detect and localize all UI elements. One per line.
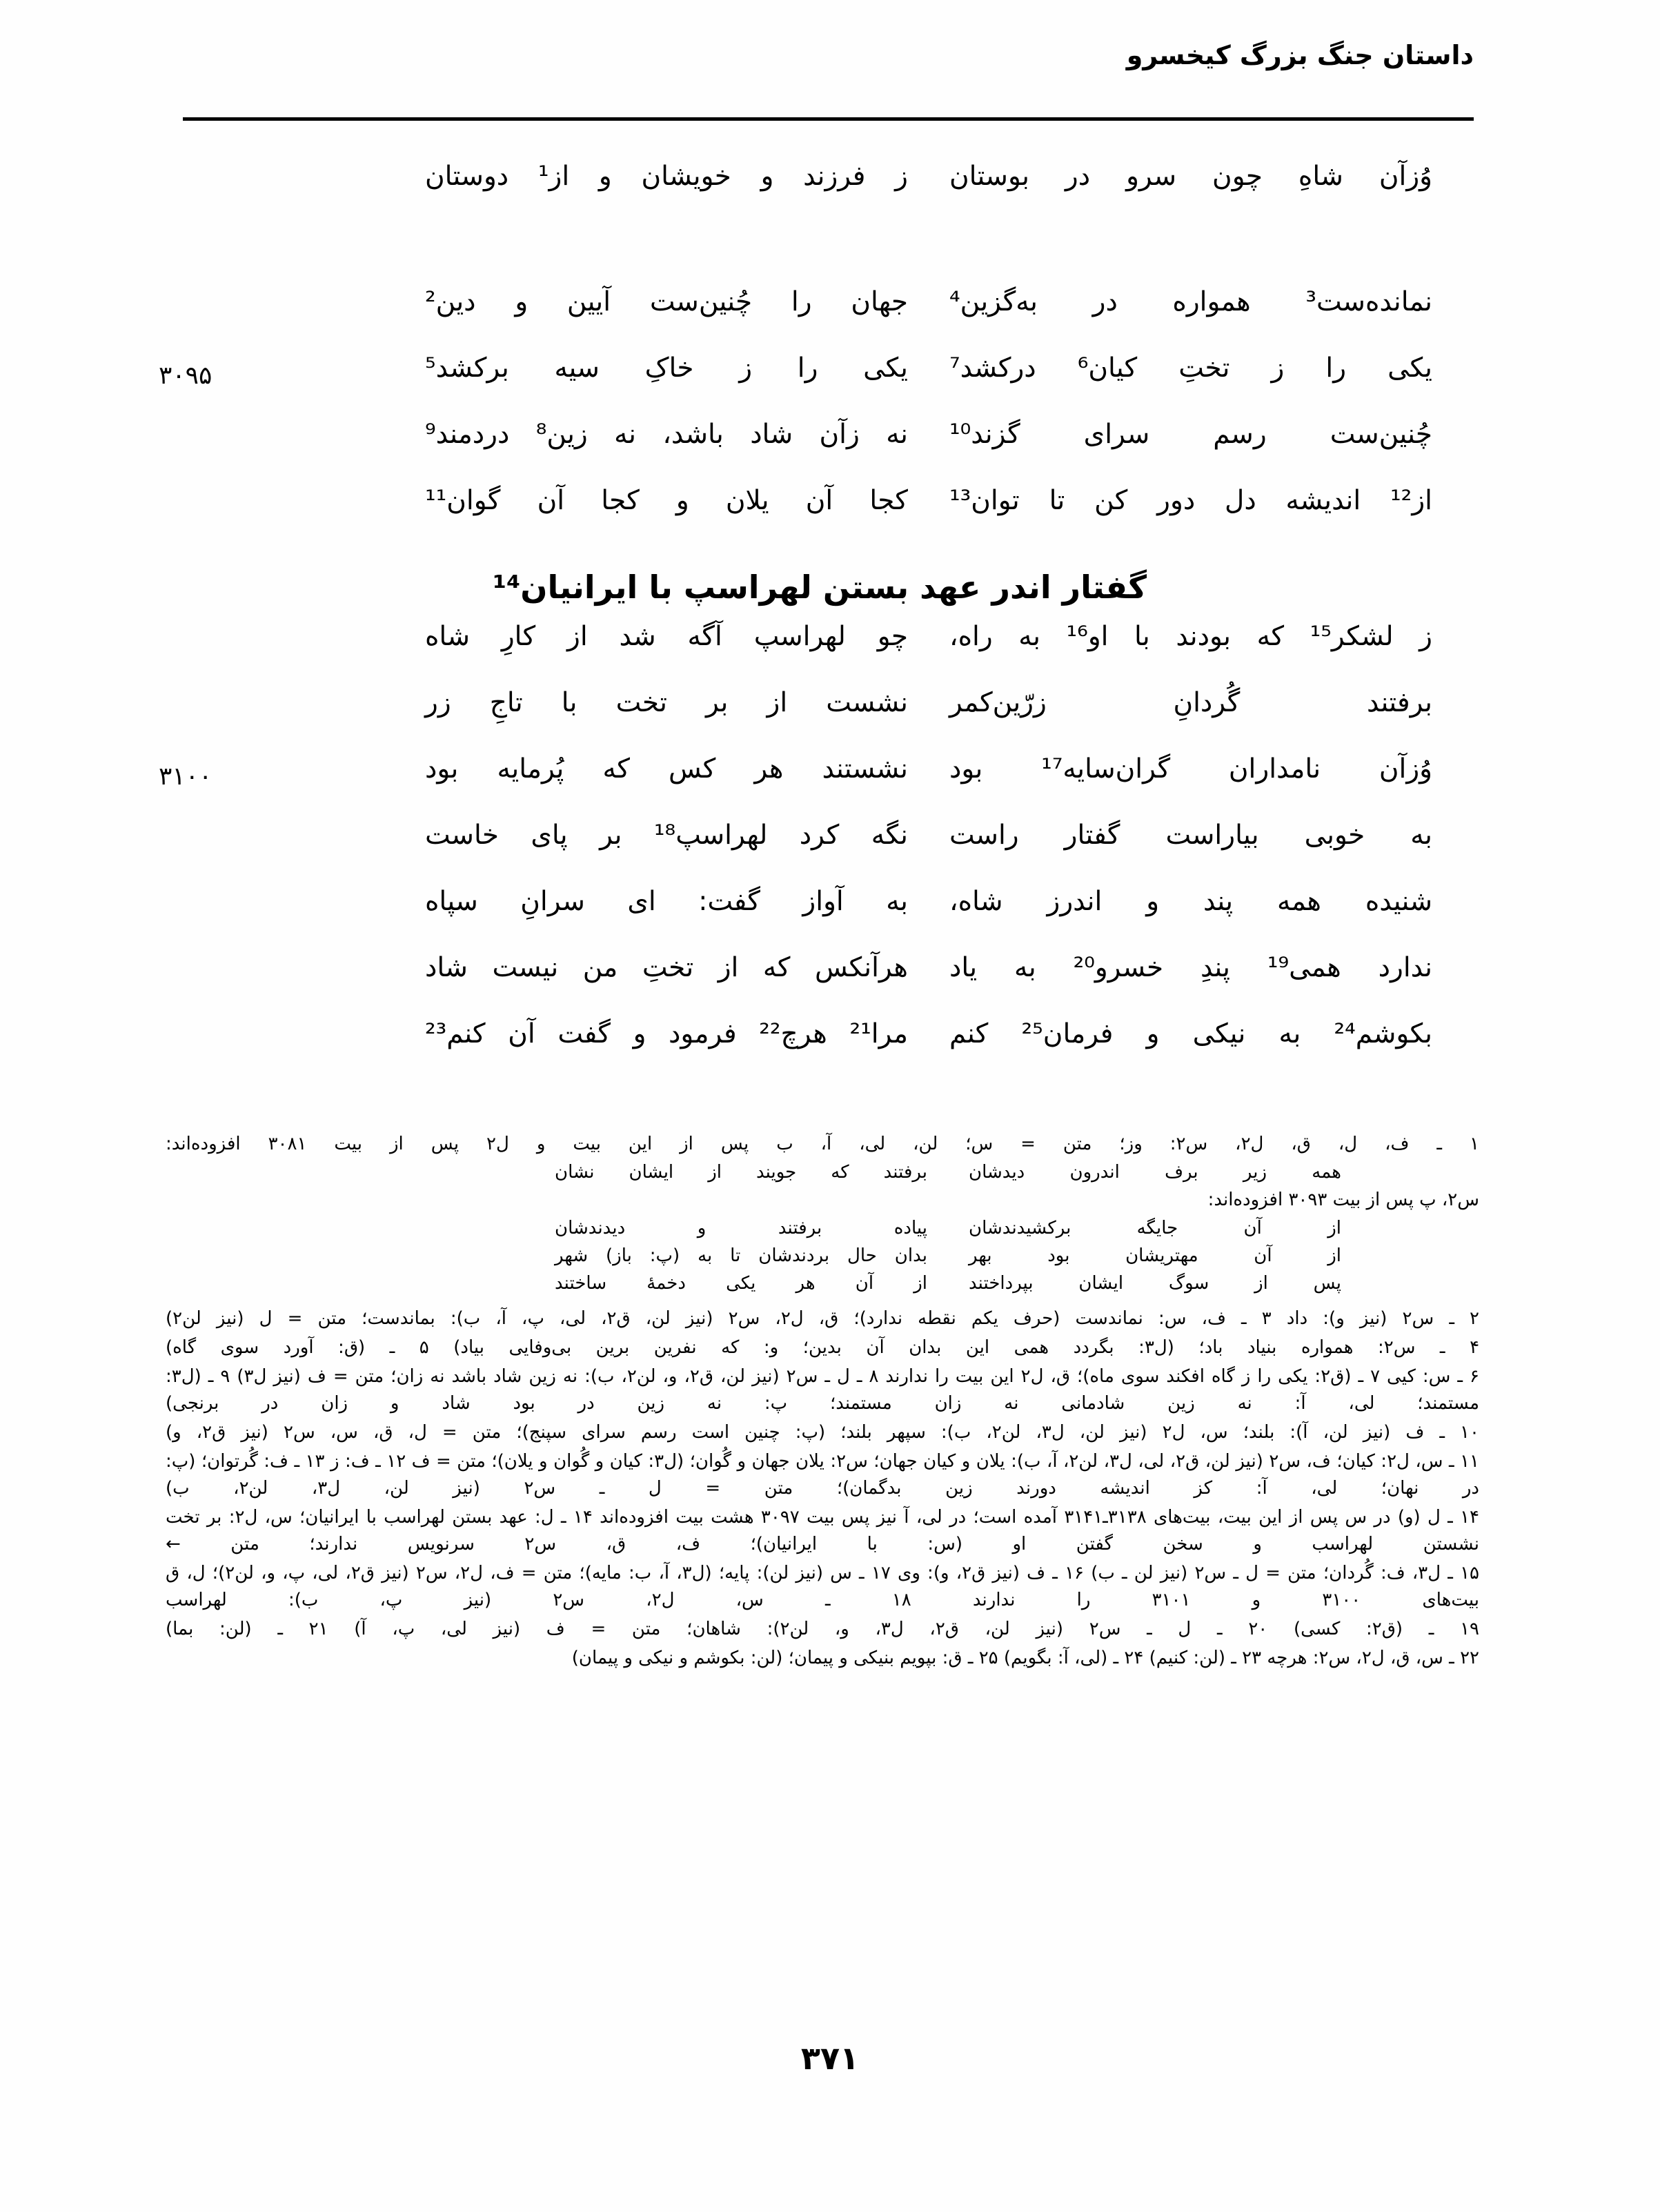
hemistich-b: وُزآن شاهِ چون سرو در بوستان	[949, 161, 1432, 192]
apparatus-note-1	[166, 1132, 1479, 1296]
verse-number: ۳۱۰۰	[159, 762, 213, 791]
apparatus-variant-notes	[166, 1305, 1479, 1672]
hemistich-a: ز فرزند و خویشان و از¹ دوستان	[425, 161, 908, 192]
couplet	[166, 286, 1474, 352]
hemistich-a: یکی را ز خاکِ سیه برکشد⁵	[425, 353, 908, 384]
couplet	[166, 885, 1474, 951]
apparatus-verse	[166, 1216, 1479, 1241]
verse-number: ۳۰۹۵	[159, 362, 213, 390]
apparatus-note: ۲۲ ـ س، ق، ل٢، س٢: هرچه ۲۳ ـ (لن: کنیم) ۲۴ ـ (لی، آ: بگویم) ۲۵ ـ ق: بپویم بنیکی و پیمان؛ (لن: بکوشم و نیکی و پیمان)	[571, 1648, 1479, 1669]
apparatus-verse	[166, 1243, 1479, 1269]
critical-apparatus	[166, 1132, 1479, 1674]
hemistich-b: شنیده همه پند و اندرز شاه،	[949, 886, 1432, 918]
apparatus-note: ۲ ـ س٢ (نیز و): داد ۳ ـ ف، س: نماندست (حرف یکم نقطه ندارد)؛ ق، ل٢، س٢ (نیز لن، ق٢، لی، پ، آ، ب): بماندست؛ متن = ل (نیز لن٢)	[166, 1308, 1479, 1330]
hemistich-a: جهان را چُنین‌ست آیین و دین²	[425, 286, 908, 317]
couplet	[166, 418, 1474, 484]
hemistich-a: کجا آن یلان و کجا آن گوان¹¹	[425, 485, 908, 516]
apparatus-hemistich-a: از آن هر یکی دخمهٔ ساختند	[555, 1272, 927, 1294]
couplet	[166, 1018, 1474, 1084]
spacer	[166, 226, 1474, 286]
apparatus-hemistich-a: بدان حال بردندشان تا به (پ: باز) شهر	[555, 1245, 927, 1266]
hemistich-a: نگه کرد لهراسپ¹⁸ بر پای خاست	[425, 820, 908, 851]
verse-block-3	[159, 620, 1474, 1084]
hemistich-a: مرا²¹ هرچ²² فرمود و گفت آن کنم²³	[425, 1018, 908, 1050]
hemistich-a: چو لهراسپ آگه شد از کارِ شاه	[425, 621, 908, 653]
hemistich-a: به آواز گفت: ای سرانِ سپاه	[425, 886, 908, 918]
hemistich-a: نه زآن شاد باشد، نه زین⁸ دردمند⁹	[425, 419, 908, 450]
hemistich-b: ز لشکر¹⁵ که بودند با او¹⁶ به راه،	[949, 621, 1432, 653]
apparatus-verse	[166, 1271, 1479, 1296]
hemistich-b: وُزآن نامداران گران‌سایه¹⁷ بود	[949, 753, 1432, 785]
hemistich-b: برفتند گُردانِ زرّین‌کمر	[949, 687, 1432, 719]
couplet	[166, 819, 1474, 885]
hemistich-b: بکوشم²⁴ به نیکی و فرمان²⁵ کنم	[949, 1018, 1432, 1050]
hemistich-b: چُنین‌ست رسم سرای گزند¹⁰	[949, 419, 1432, 450]
page-number: ۳۷۱	[800, 2040, 860, 2077]
couplet	[166, 620, 1474, 687]
apparatus-hemistich-b: از آن جایگه برکشیدندشان	[969, 1217, 1341, 1238]
hemistich-a: هرآنکس که از تختِ من نیست شاد	[425, 952, 908, 984]
hemistich-a: نشستند هر کس که پُرمایه بود	[425, 753, 908, 785]
apparatus-note: ۴ ـ س٢: همواره بنیاد باد؛ (ل٣: بگردد همی این بدان آن بدین؛ و: که نفرین برین بی‌وفایی بیاد) ۵ ـ (ق: آورد سوی گاه)	[166, 1337, 1480, 1359]
hemistich-a: نشست از بر تخت با تاجِ زر	[425, 687, 908, 719]
apparatus-hemistich-b: همه زیر برف اندرون دیدشان	[969, 1161, 1341, 1183]
apparatus-note: ۱۵ ـ ل٣، ف: گُردان؛ متن = ل ـ س٢ (نیز لن ـ ب) ۱۶ ـ ف (نیز ق٢، و): وی ۱۷ ـ س (نیز لن): پایه؛ (ل٣، آ، ب: مایه)؛ متن = ف، ل٢، س٢ (نیز ق٢، لی، پ، و، لن٢)؛ ل، ق بیت‌های ۳۱۰۰ و ۳۱۰۱ را ندارند ۱۸ ـ س، ل٢، س٢ (نیز پ، ب): لهراسب	[166, 1563, 1480, 1611]
couplet	[166, 687, 1474, 753]
apparatus-note: ۱۴ ـ ل (و) در س پس از این بیت، بیت‌های ۳۱۳۸ـ۳۱۴۱ آمده است؛ در لی، آ نیز پس بیت ۳۰۹۷ هشت بیت افزوده‌اند ۱۴ ـ ل: عهد بستن لهراسب با ایرانیان؛ س، ل٢: بر تخت نشستن لهراسب و سخن گفتن او (س: با ایرانیان)؛ ف، ق، س٢ سرنویس ندارند؛ متن ←	[166, 1507, 1479, 1555]
hemistich-b: به خوبی بیاراست گفتار راست	[949, 820, 1432, 851]
apparatus-note: ۶ ـ س: کیی ۷ ـ (ق٢: یکی را ز گاه افکند سوی ماه)؛ ق، ل٢ این بیت را ندارند ۸ ـ ل ـ س٢ (نیز لن، ق٢، و، لن٢، ب): نه زین شاد باشد نه زان؛ متن = ف (نیز ل٣) ۹ ـ (ل٣: مستمند؛ لی، آ: نه زین شادمانی نه زان مستمند؛ پ: نه زین در بود شاد و زان در برنجی)	[166, 1366, 1479, 1414]
couplet	[159, 352, 1474, 418]
hemistich-b: از¹² اندیشه دل دور کن تا توان¹³	[949, 485, 1432, 516]
apparatus-note-1-tail: س٢، پ پس از بیت ۳۰۹۳ افزوده‌اند:	[1207, 1189, 1479, 1210]
couplet	[166, 951, 1474, 1018]
apparatus-note-1-head: ۱ ـ ف، ل، ق، ل٢، س٢: وز؛ متن = س؛ لن، لی، آ، ب پس از این بیت و ل٢ پس از بیت ۳۰۸۱ افزوده‌اند:	[166, 1134, 1479, 1154]
verse-block-2	[159, 286, 1474, 551]
apparatus-hemistich-b: پس از سوگ ایشان بپرداختند	[969, 1272, 1341, 1294]
verse-area	[159, 160, 1474, 1084]
running-head: داستان جنگ بزرگ کیخسرو	[1126, 40, 1474, 70]
section-heading: گفتار اندر عهد بستن لهراسپ با ایرانیان¹⁴	[493, 569, 1147, 606]
hemistich-b: یکی را ز تختِ کیان⁶ درکشد⁷	[949, 353, 1432, 384]
header-rule	[183, 117, 1474, 121]
couplet	[159, 753, 1474, 819]
apparatus-note: ۱۱ ـ س، ل٢: کیان؛ ف، س٢ (نیز لن، ق٢، لی، ل٣، لن٢، آ، ب): یلان و کیان جهان؛ س٢: یلان جهان و گُوان؛ (ل٣: کیان و گُوان و یلان)؛ متن = ف ۱۲ ـ ف: ز ۱۳ ـ ف: گُرتوان؛ (پ: در نهان؛ لی، آ: کز اندیشه دورند زین بدگمان)؛ متن = ل ـ س٢ (نیز لن، ل٣، لن٢، ب)	[166, 1451, 1480, 1499]
apparatus-hemistich-a: پیاده برفتند و دیدندشان	[555, 1217, 927, 1238]
hemistich-b: ندارد همی¹⁹ پندِ خسرو²⁰ به یاد	[949, 952, 1432, 984]
apparatus-hemistich-a: برفتند که جویند از ایشان نشان	[555, 1161, 927, 1183]
apparatus-verse	[166, 1160, 1479, 1185]
couplet	[166, 484, 1474, 551]
apparatus-hemistich-b: از آن مهتریشان بود بهر	[969, 1245, 1341, 1266]
couplet	[166, 160, 1474, 226]
apparatus-note: ۱۰ ـ ف (نیز لن، آ): بلند؛ س، ل٢ (نیز لن، ل٣، لن٢، ب): سپهر بلند؛ (پ: چنین است رسم سرای سپنج)؛ متن = ل، ق، س، س٢ (نیز ق٢، و)	[166, 1422, 1479, 1443]
hemistich-b: نمانده‌ست³ همواره در به‌گزین⁴	[949, 286, 1432, 317]
verse-block-1	[166, 160, 1474, 226]
apparatus-note: ۱۹ ـ (ق٢: کسی) ۲۰ ـ ل ـ س٢ (نیز لن، ق٢، ل٣، و، لن٢): شاهان؛ متن = ف (نیز لی، پ، آ) ۲۱ ـ (لن: بما)	[166, 1619, 1479, 1640]
